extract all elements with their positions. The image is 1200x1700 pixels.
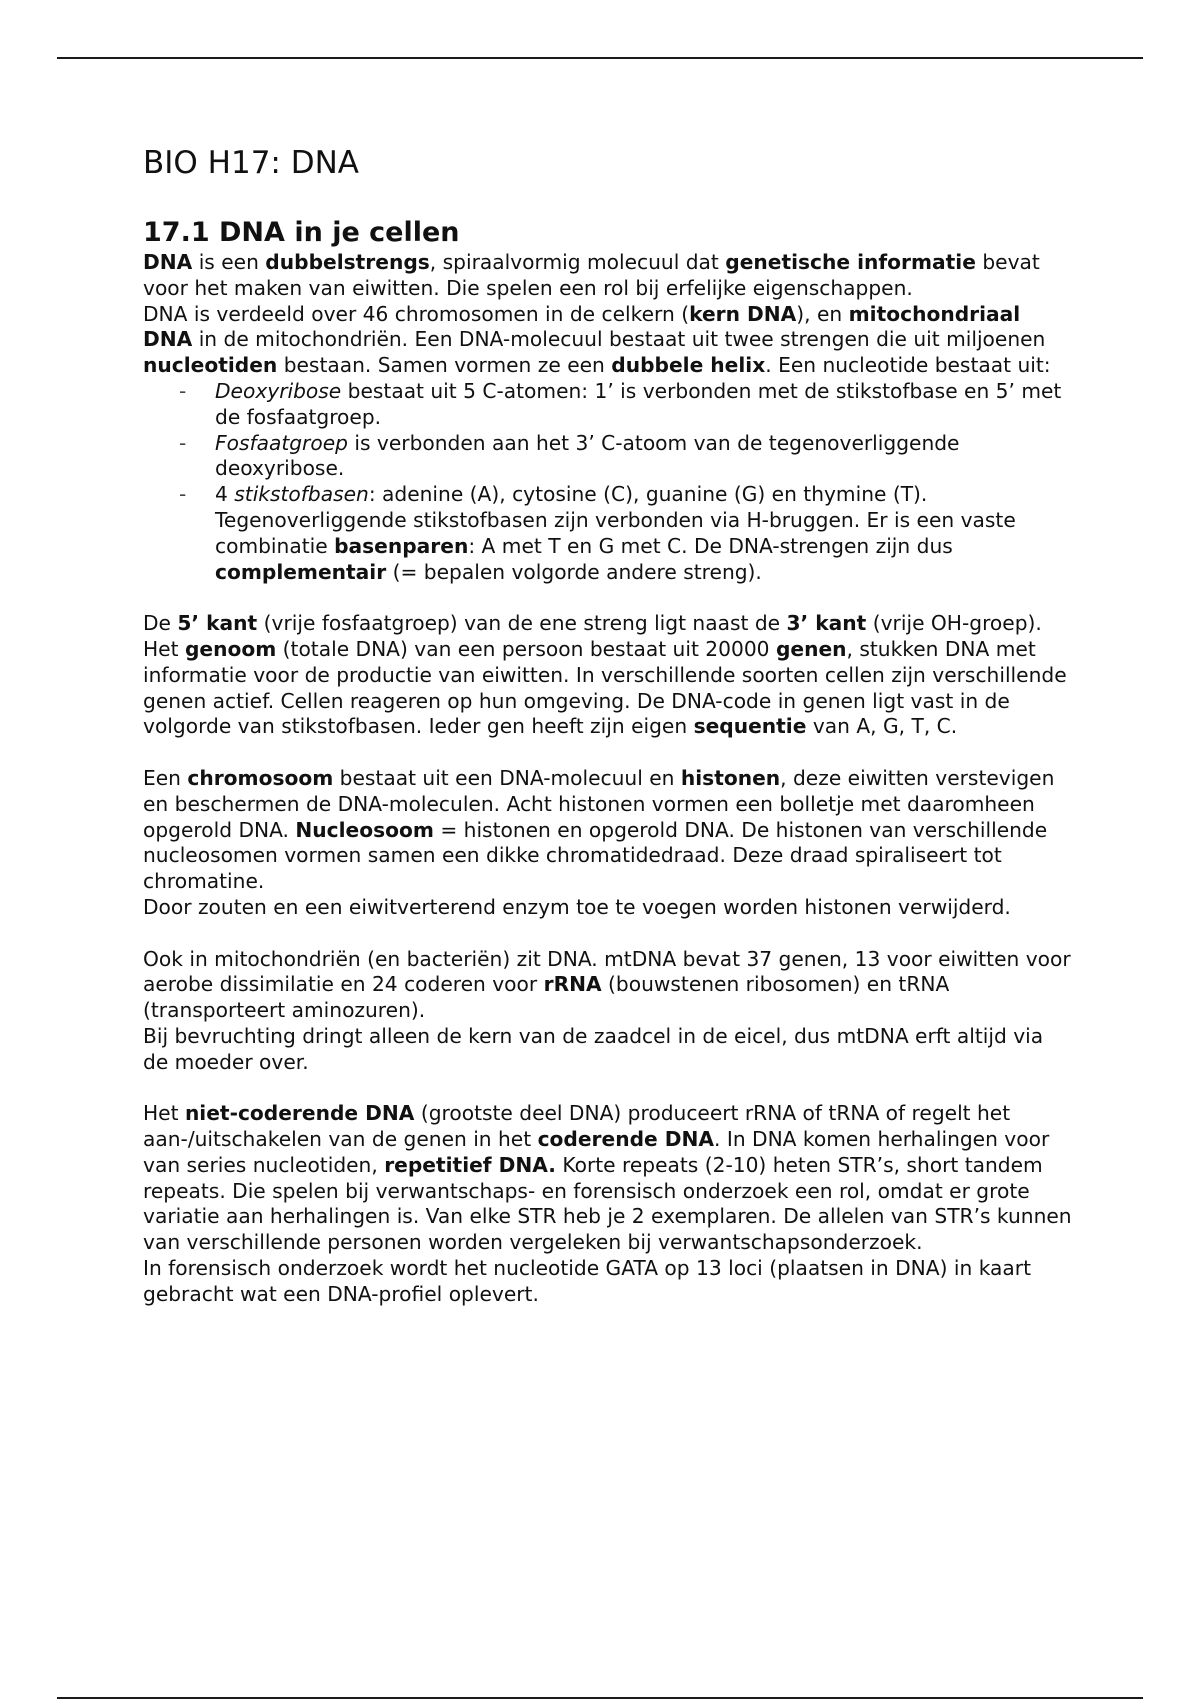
list-item: - 4 stikstofbasen: adenine (A), cytosine (C), guanine (G) en thymine (T). Tegenoverliggende stikstofbasen zijn verbonden via H-bruggen. Er is een vaste combinatie basenparen: A met T en G met C. De DNA-strengen zijn dus complementair (= bepalen volgorde andere streng). [215,482,1073,585]
document-body [143,140,1073,1308]
paragraph-histone-removal: Door zouten en een eiwitverterend enzym toe te voegen worden histonen verwijderd. [143,894,1011,919]
paragraph-noncoding-dna: Het niet-coderende DNA (grootste deel DNA) produceert rRNA of tRNA of regelt het aan-/uitschakelen van de genen in het coderende DNA. In DNA komen herhalingen voor van series nucleotiden, repetitief DNA. Korte repeats (2-10) heten STR’s, short tandem repeats. Die spelen bij verwantschaps- en forensisch onderzoek een rol, omdat er grote variatie aan herhalingen is. Van elke STR heb je 2 exemplaren. De allelen van STR’s kunnen van verschillende personen worden vergeleken bij verwantschapsonderzoek. [143,1101,1072,1255]
paragraph-dna-intro: DNA is een dubbelstrengs, spiraalvormig molecuul dat genetische informatie bevat voor het maken van eiwitten. Die spelen een rol bij erfelijke eigenschappen. [143,250,1040,300]
list-item: - Deoxyribose bestaat uit 5 C-atomen: 1’ is verbonden met de stikstofbase en 5’ met de fosfaatgroep. [215,379,1073,431]
paragraph-chromosomes: DNA is verdeeld over 46 chromosomen in de celkern (kern DNA), en mitochondriaal DNA in de mitochondriën. Een DNA-molecuul bestaat uit twee strengen die uit miljoenen nucleotiden bestaan. Samen vormen ze een dubbele helix. Een nucleotide bestaat uit: [143,301,1051,378]
footer-rule [57,1697,1143,1699]
paragraph-mtdna: Ook in mitochondriën (en bacteriën) zit DNA. mtDNA bevat 37 genen, 13 voor eiwitten voor aerobe dissimilatie en 24 coderen voor rRNA (bouwstenen ribosomen) en tRNA (transporteert aminozuren). [143,946,1071,1023]
header-rule [57,57,1143,59]
paragraph-chromosome-structure: Een chromosoom bestaat uit een DNA-molecuul en histonen, deze eiwitten verstevigen en beschermen de DNA-moleculen. Acht histonen vormen een bolletje met daaromheen opgerold DNA. Nucleosoom = histonen en opgerold DNA. De histonen van verschillende nucleosomen vormen samen een dikke chromatidedraad. Deze draad spiraliseert tot chromatine. [143,765,1055,894]
paragraph-genome: Het genoom (totale DNA) van een persoon bestaat uit 20000 genen, stukken DNA met informatie voor de productie van eiwitten. In verschillende soorten cellen zijn verschillende genen actief. Cellen reageren op hun omgeving. De DNA-code in genen ligt vast in de volgorde van stikstofbasen. Ieder gen heeft zijn eigen sequentie van A, G, T, C. [143,636,1067,739]
paragraph-fertilization: Bij bevruchting dringt alleen de kern van de zaadcel in de eicel, dus mtDNA erft altijd via de moeder over. [143,1023,1044,1074]
nucleotide-list [143,379,1073,585]
list-item: - Fosfaatgroep is verbonden aan het 3’ C-atoom van de tegenoverliggende deoxyribose. [215,431,1073,483]
section-heading: 17.1 DNA in je cellen [143,217,460,248]
paragraph-strand-ends: De 5’ kant (vrije fosfaatgroep) van de ene streng ligt naast de 3’ kant (vrije OH-groep). [143,611,1042,636]
page-title: BIO H17: DNA [143,145,359,181]
paragraph-forensics: In forensisch onderzoek wordt het nucleotide GATA op 13 loci (plaatsen in DNA) in kaart gebracht wat een DNA-profiel oplevert. [143,1256,1031,1306]
